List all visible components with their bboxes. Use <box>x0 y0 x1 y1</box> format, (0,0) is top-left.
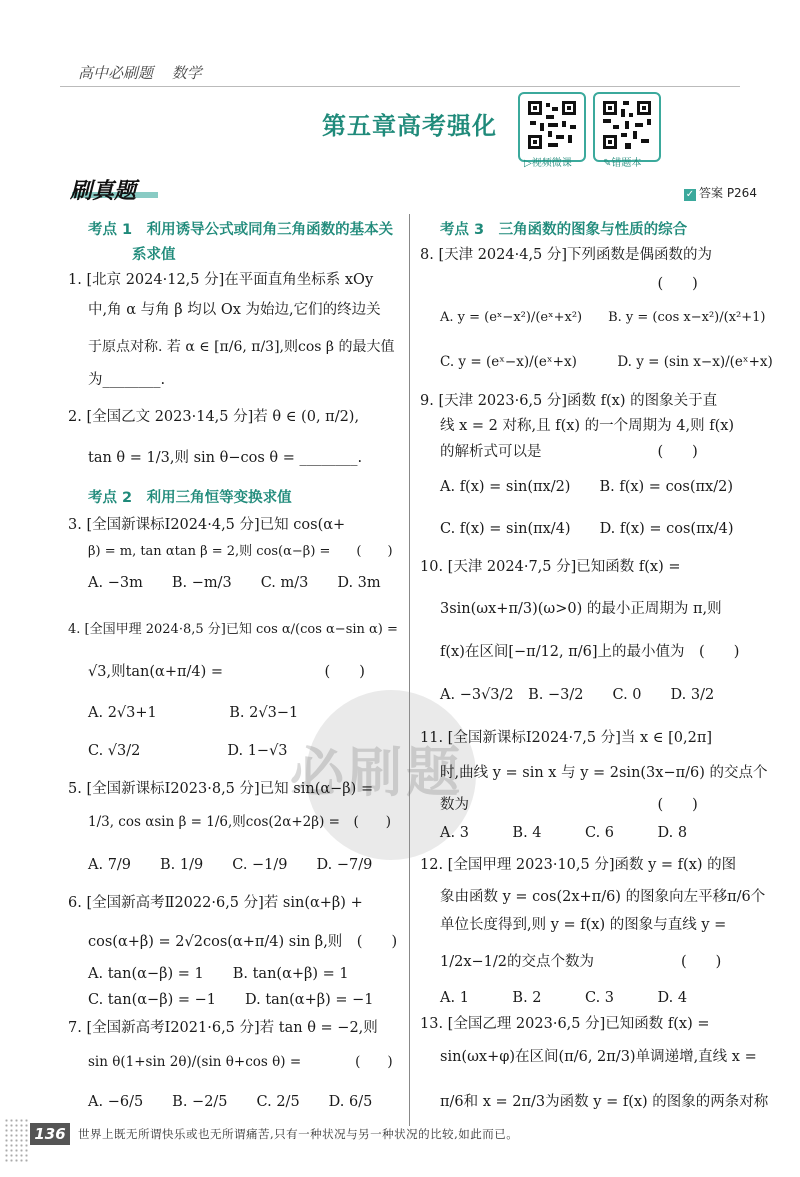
question-text: 数为 ( ) <box>440 797 698 813</box>
question-text: cos(α+β) = 2√2cos(α+π/4) sin β,则 ( ) <box>88 934 398 950</box>
question-stem: 11. [全国新课标Ⅰ2024·7,5 分]当 x ∈ [0,2π] <box>420 730 713 746</box>
book-name: 高中必刷题 <box>78 64 154 82</box>
question-stem: 4. [全国甲理 2024·8,5 分]已知 cos α/(cos α−sin α) = <box>68 622 398 637</box>
answer-options: A. −3√3/2 B. −3/2 C. 0 D. 3/2 <box>440 687 715 703</box>
footer-dots <box>4 1118 28 1162</box>
qr-code-icon <box>601 99 653 151</box>
topic-heading: 考点 3 三角函数的图象与性质的综合 <box>440 222 688 238</box>
answer-options: A. −6/5 B. −2/5 C. 2/5 D. 6/5 <box>88 1094 373 1110</box>
answer-options: C. f(x) = sin(πx/4) D. f(x) = cos(πx/4) <box>440 521 734 537</box>
check-icon: ✓ <box>685 189 695 200</box>
question-text: 单位长度得到,则 y = f(x) 的图象与直线 y = <box>440 917 727 933</box>
question-text: 于原点对称. 若 α ∈ [π/6, π/3],则cos β 的最大值 <box>88 339 395 355</box>
answer-options: A. 3 B. 4 C. 6 D. 8 <box>440 825 688 841</box>
subject-name: 数学 <box>171 64 202 82</box>
question-text: 1/2x−1/2的交点个数为 ( ) <box>440 954 722 970</box>
question-stem: 5. [全国新课标Ⅰ2023·8,5 分]已知 sin(α−β) = <box>68 781 374 797</box>
question-stem: 13. [全国乙理 2023·6,5 分]已知函数 f(x) = <box>420 1016 710 1032</box>
running-header <box>78 62 216 83</box>
question-stem: 8. [天津 2024·4,5 分]下列函数是偶函数的为 <box>420 247 713 263</box>
qr-code-video[interactable] <box>518 92 586 162</box>
topic-heading: 考点 1 利用诱导公式或同角三角函数的基本关 <box>88 222 394 238</box>
question-text: sin(ωx+φ)在区间(π/6, 2π/3)单调递增,直线 x = <box>440 1049 757 1065</box>
question-stem: 7. [全国新高考Ⅰ2021·6,5 分]若 tan θ = −2,则 <box>68 1020 378 1036</box>
watermark-text: 必刷题 <box>290 741 464 804</box>
answer-options: A. 2√3+1 B. 2√3−1 <box>88 705 299 721</box>
answer-options: A. −3m B. −m/3 C. m/3 D. 3m <box>88 575 381 591</box>
question-stem: 2. [全国乙文 2023·14,5 分]若 θ ∈ (0, π/2), <box>68 409 360 425</box>
question-stem: 6. [全国新高考Ⅱ2022·6,5 分]若 sin(α+β) + <box>68 895 363 911</box>
answer-options: C. tan(α−β) = −1 D. tan(α+β) = −1 <box>88 992 374 1008</box>
question-stem: 3. [全国新课标Ⅰ2024·4,5 分]已知 cos(α+ <box>68 517 346 533</box>
section-banner <box>66 174 148 204</box>
qr-code-mistakes[interactable] <box>593 92 661 162</box>
question-text: 象由函数 y = cos(2x+π/6) 的图象向左平移π/6个 <box>440 889 766 905</box>
answer-options: A. 7/9 B. 1/9 C. −1/9 D. −7/9 <box>88 857 373 873</box>
header-rule <box>60 86 740 87</box>
question-text: f(x)在区间[−π/12, π/6]上的最小值为 ( ) <box>440 644 740 660</box>
question-text: 为________. <box>88 372 166 388</box>
chapter-title: 第五章高考强化 <box>322 112 497 140</box>
section-title: 刷真题 <box>70 179 137 204</box>
answer-options: A. f(x) = sin(πx/2) B. f(x) = cos(πx/2) <box>440 479 733 495</box>
answer-options: A. tan(α−β) = 1 B. tan(α+β) = 1 <box>88 966 349 982</box>
qr-label-video: ▷视频微课 <box>524 158 572 169</box>
footer-quote: 世界上既无所谓快乐或也无所谓痛苦,只有一种状况与另一种状况的比较,如此而已。 <box>78 1127 519 1141</box>
answer-options: A. 1 B. 2 C. 3 D. 4 <box>440 990 688 1006</box>
question-stem: 10. [天津 2024·7,5 分]已知函数 f(x) = <box>420 559 681 575</box>
question-stem: 9. [天津 2023·6,5 分]函数 f(x) 的图象关于直 <box>420 393 718 409</box>
question-text: 线 x = 2 对称,且 f(x) 的一个周期为 4,则 f(x) <box>440 418 735 434</box>
qr-label-mistakes: ✎错题本 <box>603 158 642 169</box>
answer-options: A. y = (eˣ−x²)/(eˣ+x²) B. y = (cos x−x²)/(x²+1) <box>440 310 766 325</box>
question-text: 1/3, cos αsin β = 1/6,则cos(2α+2β) = ( ) <box>88 814 391 830</box>
question-text: √3,则tan(α+π/4) = ( ) <box>88 664 365 680</box>
question-text: π/6和 x = 2π/3为函数 y = f(x) 的图象的两条对称 <box>440 1094 769 1110</box>
qr-code-icon <box>526 99 578 151</box>
question-stem: 1. [北京 2024·12,5 分]在平面直角坐标系 xOy <box>68 272 374 288</box>
question-text: ( ) <box>440 276 698 292</box>
question-text: 3sin(ωx+π/3)(ω>0) 的最小正周期为 π,则 <box>440 601 722 617</box>
topic-heading: 考点 2 利用三角恒等变换求值 <box>88 490 292 506</box>
topic-heading: 系求值 <box>132 247 176 263</box>
answer-reference[interactable]: ✓ 答案 P264 <box>685 186 757 200</box>
column-divider <box>409 214 410 1126</box>
question-text: 的解析式可以是 ( ) <box>440 444 698 460</box>
answer-options: C. y = (eˣ−x)/(eˣ+x) D. y = (sin x−x)/(eˣ+x) <box>440 354 773 370</box>
question-stem: 12. [全国甲理 2023·10,5 分]函数 y = f(x) 的图 <box>420 857 737 873</box>
page-number: 136 <box>30 1123 70 1145</box>
question-text: 时,曲线 y = sin x 与 y = 2sin(3x−π/6) 的交点个 <box>440 765 768 781</box>
answer-options: C. √3/2 D. 1−√3 <box>88 743 288 759</box>
question-text: tan θ = 1/3,则 sin θ−cos θ = ________. <box>88 450 363 466</box>
question-text: β) = m, tan αtan β = 2,则 cos(α−β) = ( ) <box>88 544 393 559</box>
question-text: sin θ(1+sin 2θ)/(sin θ+cos θ) = ( ) <box>88 1054 393 1070</box>
question-text: 中,角 α 与角 β 均以 Ox 为始边,它们的终边关 <box>88 302 381 318</box>
